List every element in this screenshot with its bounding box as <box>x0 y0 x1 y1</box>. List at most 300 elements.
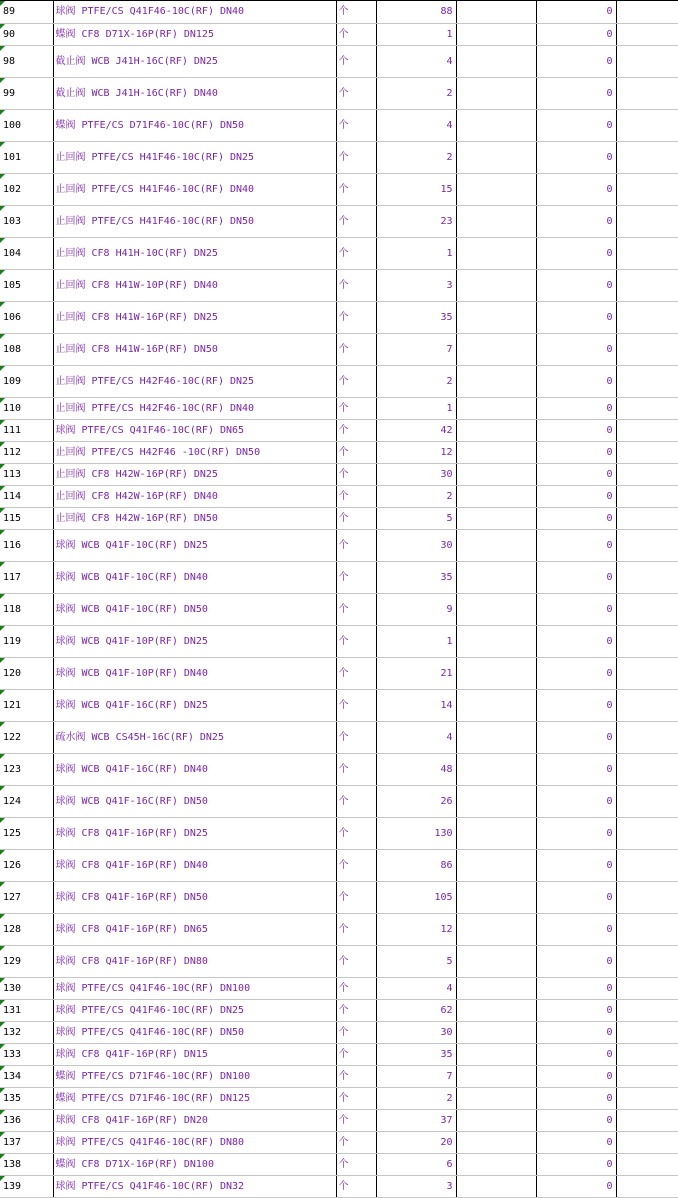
quantity-cell[interactable]: 1 <box>376 398 456 420</box>
quantity-cell[interactable]: 4 <box>376 978 456 1000</box>
row-number-cell[interactable]: 102 <box>0 174 53 206</box>
item-name-cell[interactable]: 球阀 WCB Q41F-10C(RF) DN50 <box>53 594 336 626</box>
item-name-cell[interactable]: 止回阀 CF8 H42W-16P(RF) DN25 <box>53 464 336 486</box>
row-number-cell[interactable]: 114 <box>0 486 53 508</box>
quantity-cell[interactable]: 20 <box>376 1132 456 1154</box>
item-name-cell[interactable]: 止回阀 PTFE/CS H42F46-10C(RF) DN25 <box>53 366 336 398</box>
empty-cell[interactable] <box>616 24 678 46</box>
row-number-cell[interactable]: 118 <box>0 594 53 626</box>
row-number-cell[interactable]: 124 <box>0 786 53 818</box>
row-number-cell[interactable]: 129 <box>0 946 53 978</box>
value-cell[interactable]: 0 <box>536 270 616 302</box>
quantity-cell[interactable]: 4 <box>376 46 456 78</box>
item-name-cell[interactable]: 球阀 CF8 Q41F-16P(RF) DN65 <box>53 914 336 946</box>
value-cell[interactable]: 0 <box>536 366 616 398</box>
row-number-cell[interactable]: 109 <box>0 366 53 398</box>
empty-cell[interactable] <box>456 24 536 46</box>
empty-cell[interactable] <box>616 46 678 78</box>
unit-cell[interactable]: 个 <box>336 1044 376 1066</box>
unit-cell[interactable]: 个 <box>336 420 376 442</box>
row-number-cell[interactable]: 113 <box>0 464 53 486</box>
unit-cell[interactable]: 个 <box>336 562 376 594</box>
value-cell[interactable]: 0 <box>536 142 616 174</box>
unit-cell[interactable]: 个 <box>336 1154 376 1176</box>
unit-cell[interactable]: 个 <box>336 78 376 110</box>
row-number-cell[interactable]: 112 <box>0 442 53 464</box>
item-name-cell[interactable]: 止回阀 PTFE/CS H42F46-10C(RF) DN40 <box>53 398 336 420</box>
empty-cell[interactable] <box>456 398 536 420</box>
quantity-cell[interactable]: 2 <box>376 78 456 110</box>
empty-cell[interactable] <box>456 486 536 508</box>
quantity-cell[interactable]: 35 <box>376 302 456 334</box>
empty-cell[interactable] <box>456 690 536 722</box>
value-cell[interactable]: 0 <box>536 398 616 420</box>
row-number-cell[interactable]: 136 <box>0 1110 53 1132</box>
quantity-cell[interactable]: 62 <box>376 1000 456 1022</box>
quantity-cell[interactable]: 5 <box>376 508 456 530</box>
empty-cell[interactable] <box>616 508 678 530</box>
unit-cell[interactable]: 个 <box>336 722 376 754</box>
quantity-cell[interactable]: 2 <box>376 366 456 398</box>
empty-cell[interactable] <box>616 442 678 464</box>
empty-cell[interactable] <box>456 1154 536 1176</box>
row-number-cell[interactable]: 108 <box>0 334 53 366</box>
value-cell[interactable]: 0 <box>536 334 616 366</box>
empty-cell[interactable] <box>616 1022 678 1044</box>
row-number-cell[interactable]: 99 <box>0 78 53 110</box>
unit-cell[interactable]: 个 <box>336 110 376 142</box>
item-name-cell[interactable]: 止回阀 CF8 H41W-10P(RF) DN40 <box>53 270 336 302</box>
empty-cell[interactable] <box>456 1022 536 1044</box>
empty-cell[interactable] <box>616 142 678 174</box>
empty-cell[interactable] <box>616 110 678 142</box>
value-cell[interactable]: 0 <box>536 508 616 530</box>
item-name-cell[interactable]: 球阀 WCB Q41F-16C(RF) DN50 <box>53 786 336 818</box>
unit-cell[interactable]: 个 <box>336 818 376 850</box>
unit-cell[interactable]: 个 <box>336 690 376 722</box>
empty-cell[interactable] <box>616 818 678 850</box>
empty-cell[interactable] <box>616 786 678 818</box>
value-cell[interactable]: 0 <box>536 1 616 24</box>
quantity-cell[interactable]: 4 <box>376 110 456 142</box>
item-name-cell[interactable]: 球阀 CF8 Q41F-16P(RF) DN40 <box>53 850 336 882</box>
item-name-cell[interactable]: 球阀 CF8 Q41F-16P(RF) DN20 <box>53 1110 336 1132</box>
item-name-cell[interactable]: 球阀 WCB Q41F-10C(RF) DN25 <box>53 530 336 562</box>
value-cell[interactable]: 0 <box>536 530 616 562</box>
quantity-cell[interactable]: 35 <box>376 1044 456 1066</box>
unit-cell[interactable]: 个 <box>336 334 376 366</box>
row-number-cell[interactable]: 134 <box>0 1066 53 1088</box>
item-name-cell[interactable]: 球阀 PTFE/CS Q41F46-10C(RF) DN65 <box>53 420 336 442</box>
value-cell[interactable]: 0 <box>536 1000 616 1022</box>
value-cell[interactable]: 0 <box>536 174 616 206</box>
quantity-cell[interactable]: 6 <box>376 1154 456 1176</box>
item-name-cell[interactable]: 球阀 PTFE/CS Q41F46-10C(RF) DN40 <box>53 1 336 24</box>
empty-cell[interactable] <box>456 238 536 270</box>
unit-cell[interactable]: 个 <box>336 46 376 78</box>
value-cell[interactable]: 0 <box>536 818 616 850</box>
empty-cell[interactable] <box>616 1066 678 1088</box>
quantity-cell[interactable]: 30 <box>376 1022 456 1044</box>
empty-cell[interactable] <box>616 850 678 882</box>
empty-cell[interactable] <box>456 722 536 754</box>
quantity-cell[interactable]: 7 <box>376 1066 456 1088</box>
empty-cell[interactable] <box>456 270 536 302</box>
empty-cell[interactable] <box>616 658 678 690</box>
empty-cell[interactable] <box>456 818 536 850</box>
empty-cell[interactable] <box>456 850 536 882</box>
empty-cell[interactable] <box>456 366 536 398</box>
empty-cell[interactable] <box>616 754 678 786</box>
row-number-cell[interactable]: 90 <box>0 24 53 46</box>
row-number-cell[interactable]: 89 <box>0 1 53 24</box>
empty-cell[interactable] <box>456 882 536 914</box>
item-name-cell[interactable]: 球阀 CF8 Q41F-16P(RF) DN25 <box>53 818 336 850</box>
item-name-cell[interactable]: 球阀 WCB Q41F-16C(RF) DN40 <box>53 754 336 786</box>
empty-cell[interactable] <box>616 1132 678 1154</box>
value-cell[interactable]: 0 <box>536 420 616 442</box>
item-name-cell[interactable]: 蝶阀 CF8 D71X-16P(RF) DN125 <box>53 24 336 46</box>
unit-cell[interactable]: 个 <box>336 174 376 206</box>
item-name-cell[interactable]: 截止阀 WCB J41H-16C(RF) DN40 <box>53 78 336 110</box>
value-cell[interactable]: 0 <box>536 486 616 508</box>
quantity-cell[interactable]: 4 <box>376 722 456 754</box>
value-cell[interactable]: 0 <box>536 1110 616 1132</box>
row-number-cell[interactable]: 111 <box>0 420 53 442</box>
row-number-cell[interactable]: 105 <box>0 270 53 302</box>
unit-cell[interactable]: 个 <box>336 270 376 302</box>
value-cell[interactable]: 0 <box>536 1132 616 1154</box>
item-name-cell[interactable]: 蝶阀 CF8 D71X-16P(RF) DN100 <box>53 1154 336 1176</box>
quantity-cell[interactable]: 86 <box>376 850 456 882</box>
unit-cell[interactable]: 个 <box>336 1110 376 1132</box>
row-number-cell[interactable]: 139 <box>0 1176 53 1198</box>
empty-cell[interactable] <box>616 626 678 658</box>
unit-cell[interactable]: 个 <box>336 1 376 24</box>
empty-cell[interactable] <box>456 508 536 530</box>
row-number-cell[interactable]: 135 <box>0 1088 53 1110</box>
value-cell[interactable]: 0 <box>536 24 616 46</box>
unit-cell[interactable]: 个 <box>336 1000 376 1022</box>
row-number-cell[interactable]: 123 <box>0 754 53 786</box>
quantity-cell[interactable]: 26 <box>376 786 456 818</box>
empty-cell[interactable] <box>616 398 678 420</box>
unit-cell[interactable]: 个 <box>336 398 376 420</box>
unit-cell[interactable]: 个 <box>336 1088 376 1110</box>
value-cell[interactable]: 0 <box>536 1176 616 1198</box>
empty-cell[interactable] <box>616 206 678 238</box>
empty-cell[interactable] <box>616 366 678 398</box>
quantity-cell[interactable]: 48 <box>376 754 456 786</box>
unit-cell[interactable]: 个 <box>336 1022 376 1044</box>
unit-cell[interactable]: 个 <box>336 850 376 882</box>
unit-cell[interactable]: 个 <box>336 594 376 626</box>
item-name-cell[interactable]: 蝶阀 PTFE/CS D71F46-10C(RF) DN125 <box>53 1088 336 1110</box>
empty-cell[interactable] <box>616 562 678 594</box>
quantity-cell[interactable]: 1 <box>376 24 456 46</box>
unit-cell[interactable]: 个 <box>336 206 376 238</box>
item-name-cell[interactable]: 球阀 CF8 Q41F-16P(RF) DN80 <box>53 946 336 978</box>
value-cell[interactable]: 0 <box>536 238 616 270</box>
item-name-cell[interactable]: 球阀 PTFE/CS Q41F46-10C(RF) DN32 <box>53 1176 336 1198</box>
empty-cell[interactable] <box>456 1088 536 1110</box>
empty-cell[interactable] <box>456 786 536 818</box>
unit-cell[interactable]: 个 <box>336 486 376 508</box>
unit-cell[interactable]: 个 <box>336 786 376 818</box>
row-number-cell[interactable]: 106 <box>0 302 53 334</box>
empty-cell[interactable] <box>456 334 536 366</box>
value-cell[interactable]: 0 <box>536 594 616 626</box>
empty-cell[interactable] <box>456 1000 536 1022</box>
quantity-cell[interactable]: 12 <box>376 914 456 946</box>
unit-cell[interactable]: 个 <box>336 442 376 464</box>
unit-cell[interactable]: 个 <box>336 142 376 174</box>
empty-cell[interactable] <box>456 1132 536 1154</box>
unit-cell[interactable]: 个 <box>336 1066 376 1088</box>
empty-cell[interactable] <box>456 626 536 658</box>
item-name-cell[interactable]: 球阀 PTFE/CS Q41F46-10C(RF) DN80 <box>53 1132 336 1154</box>
empty-cell[interactable] <box>456 1066 536 1088</box>
unit-cell[interactable]: 个 <box>336 658 376 690</box>
row-number-cell[interactable]: 137 <box>0 1132 53 1154</box>
quantity-cell[interactable]: 130 <box>376 818 456 850</box>
empty-cell[interactable] <box>616 594 678 626</box>
unit-cell[interactable]: 个 <box>336 882 376 914</box>
empty-cell[interactable] <box>456 420 536 442</box>
empty-cell[interactable] <box>456 1 536 24</box>
empty-cell[interactable] <box>616 238 678 270</box>
value-cell[interactable]: 0 <box>536 786 616 818</box>
empty-cell[interactable] <box>456 1176 536 1198</box>
item-name-cell[interactable]: 球阀 CF8 Q41F-16P(RF) DN50 <box>53 882 336 914</box>
value-cell[interactable]: 0 <box>536 626 616 658</box>
item-name-cell[interactable]: 蝶阀 PTFE/CS D71F46-10C(RF) DN50 <box>53 110 336 142</box>
item-name-cell[interactable]: 止回阀 PTFE/CS H41F46-10C(RF) DN25 <box>53 142 336 174</box>
item-name-cell[interactable]: 球阀 WCB Q41F-16C(RF) DN25 <box>53 690 336 722</box>
quantity-cell[interactable]: 14 <box>376 690 456 722</box>
value-cell[interactable]: 0 <box>536 110 616 142</box>
row-number-cell[interactable]: 121 <box>0 690 53 722</box>
unit-cell[interactable]: 个 <box>336 946 376 978</box>
empty-cell[interactable] <box>456 142 536 174</box>
row-number-cell[interactable]: 120 <box>0 658 53 690</box>
quantity-cell[interactable]: 30 <box>376 464 456 486</box>
item-name-cell[interactable]: 球阀 PTFE/CS Q41F46-10C(RF) DN25 <box>53 1000 336 1022</box>
value-cell[interactable]: 0 <box>536 1022 616 1044</box>
value-cell[interactable]: 0 <box>536 562 616 594</box>
quantity-cell[interactable]: 1 <box>376 238 456 270</box>
row-number-cell[interactable]: 110 <box>0 398 53 420</box>
row-number-cell[interactable]: 126 <box>0 850 53 882</box>
value-cell[interactable]: 0 <box>536 978 616 1000</box>
empty-cell[interactable] <box>616 946 678 978</box>
empty-cell[interactable] <box>456 914 536 946</box>
row-number-cell[interactable]: 138 <box>0 1154 53 1176</box>
empty-cell[interactable] <box>616 486 678 508</box>
empty-cell[interactable] <box>616 1 678 24</box>
value-cell[interactable]: 0 <box>536 1154 616 1176</box>
unit-cell[interactable]: 个 <box>336 464 376 486</box>
unit-cell[interactable]: 个 <box>336 978 376 1000</box>
empty-cell[interactable] <box>616 722 678 754</box>
row-number-cell[interactable]: 131 <box>0 1000 53 1022</box>
empty-cell[interactable] <box>456 110 536 142</box>
item-name-cell[interactable]: 球阀 CF8 Q41F-16P(RF) DN15 <box>53 1044 336 1066</box>
row-number-cell[interactable]: 125 <box>0 818 53 850</box>
unit-cell[interactable]: 个 <box>336 530 376 562</box>
item-name-cell[interactable]: 球阀 WCB Q41F-10P(RF) DN40 <box>53 658 336 690</box>
item-name-cell[interactable]: 止回阀 PTFE/CS H42F46 -10C(RF) DN50 <box>53 442 336 464</box>
value-cell[interactable]: 0 <box>536 850 616 882</box>
empty-cell[interactable] <box>616 690 678 722</box>
quantity-cell[interactable]: 42 <box>376 420 456 442</box>
row-number-cell[interactable]: 128 <box>0 914 53 946</box>
item-name-cell[interactable]: 止回阀 CF8 H42W-16P(RF) DN40 <box>53 486 336 508</box>
empty-cell[interactable] <box>616 1088 678 1110</box>
unit-cell[interactable]: 个 <box>336 754 376 786</box>
row-number-cell[interactable]: 98 <box>0 46 53 78</box>
item-name-cell[interactable]: 球阀 WCB Q41F-10C(RF) DN40 <box>53 562 336 594</box>
value-cell[interactable]: 0 <box>536 46 616 78</box>
item-name-cell[interactable]: 疏水阀 WCB CS45H-16C(RF) DN25 <box>53 722 336 754</box>
row-number-cell[interactable]: 117 <box>0 562 53 594</box>
row-number-cell[interactable]: 133 <box>0 1044 53 1066</box>
quantity-cell[interactable]: 2 <box>376 142 456 174</box>
value-cell[interactable]: 0 <box>536 658 616 690</box>
value-cell[interactable]: 0 <box>536 914 616 946</box>
unit-cell[interactable]: 个 <box>336 1176 376 1198</box>
unit-cell[interactable]: 个 <box>336 302 376 334</box>
item-name-cell[interactable]: 止回阀 PTFE/CS H41F46-10C(RF) DN50 <box>53 206 336 238</box>
quantity-cell[interactable]: 9 <box>376 594 456 626</box>
quantity-cell[interactable]: 5 <box>376 946 456 978</box>
value-cell[interactable]: 0 <box>536 1088 616 1110</box>
empty-cell[interactable] <box>456 174 536 206</box>
empty-cell[interactable] <box>456 978 536 1000</box>
row-number-cell[interactable]: 115 <box>0 508 53 530</box>
empty-cell[interactable] <box>616 1176 678 1198</box>
empty-cell[interactable] <box>456 302 536 334</box>
empty-cell[interactable] <box>456 530 536 562</box>
row-number-cell[interactable]: 127 <box>0 882 53 914</box>
quantity-cell[interactable]: 15 <box>376 174 456 206</box>
item-name-cell[interactable]: 球阀 WCB Q41F-10P(RF) DN25 <box>53 626 336 658</box>
unit-cell[interactable]: 个 <box>336 626 376 658</box>
empty-cell[interactable] <box>616 270 678 302</box>
value-cell[interactable]: 0 <box>536 206 616 238</box>
empty-cell[interactable] <box>616 1110 678 1132</box>
empty-cell[interactable] <box>616 174 678 206</box>
empty-cell[interactable] <box>616 302 678 334</box>
row-number-cell[interactable]: 101 <box>0 142 53 174</box>
unit-cell[interactable]: 个 <box>336 1132 376 1154</box>
empty-cell[interactable] <box>456 1044 536 1066</box>
quantity-cell[interactable]: 3 <box>376 1176 456 1198</box>
empty-cell[interactable] <box>456 464 536 486</box>
empty-cell[interactable] <box>456 442 536 464</box>
empty-cell[interactable] <box>616 1154 678 1176</box>
empty-cell[interactable] <box>616 978 678 1000</box>
empty-cell[interactable] <box>456 946 536 978</box>
unit-cell[interactable]: 个 <box>336 914 376 946</box>
quantity-cell[interactable]: 105 <box>376 882 456 914</box>
item-name-cell[interactable]: 止回阀 CF8 H41W-16P(RF) DN25 <box>53 302 336 334</box>
unit-cell[interactable]: 个 <box>336 24 376 46</box>
value-cell[interactable]: 0 <box>536 754 616 786</box>
empty-cell[interactable] <box>616 420 678 442</box>
empty-cell[interactable] <box>616 334 678 366</box>
row-number-cell[interactable]: 100 <box>0 110 53 142</box>
item-name-cell[interactable]: 蝶阀 PTFE/CS D71F46-10C(RF) DN100 <box>53 1066 336 1088</box>
empty-cell[interactable] <box>456 78 536 110</box>
quantity-cell[interactable]: 30 <box>376 530 456 562</box>
unit-cell[interactable]: 个 <box>336 508 376 530</box>
unit-cell[interactable]: 个 <box>336 366 376 398</box>
empty-cell[interactable] <box>456 562 536 594</box>
item-name-cell[interactable]: 止回阀 CF8 H41H-10C(RF) DN25 <box>53 238 336 270</box>
quantity-cell[interactable]: 7 <box>376 334 456 366</box>
empty-cell[interactable] <box>456 206 536 238</box>
value-cell[interactable]: 0 <box>536 1044 616 1066</box>
value-cell[interactable]: 0 <box>536 690 616 722</box>
row-number-cell[interactable]: 104 <box>0 238 53 270</box>
empty-cell[interactable] <box>616 882 678 914</box>
quantity-cell[interactable]: 37 <box>376 1110 456 1132</box>
value-cell[interactable]: 0 <box>536 1066 616 1088</box>
empty-cell[interactable] <box>616 530 678 562</box>
quantity-cell[interactable]: 3 <box>376 270 456 302</box>
quantity-cell[interactable]: 88 <box>376 1 456 24</box>
quantity-cell[interactable]: 1 <box>376 626 456 658</box>
row-number-cell[interactable]: 130 <box>0 978 53 1000</box>
value-cell[interactable]: 0 <box>536 78 616 110</box>
empty-cell[interactable] <box>456 1110 536 1132</box>
value-cell[interactable]: 0 <box>536 882 616 914</box>
empty-cell[interactable] <box>456 594 536 626</box>
row-number-cell[interactable]: 103 <box>0 206 53 238</box>
quantity-cell[interactable]: 21 <box>376 658 456 690</box>
empty-cell[interactable] <box>616 464 678 486</box>
item-name-cell[interactable]: 截止阀 WCB J41H-16C(RF) DN25 <box>53 46 336 78</box>
value-cell[interactable]: 0 <box>536 442 616 464</box>
empty-cell[interactable] <box>616 1000 678 1022</box>
unit-cell[interactable]: 个 <box>336 238 376 270</box>
row-number-cell[interactable]: 122 <box>0 722 53 754</box>
item-name-cell[interactable]: 球阀 PTFE/CS Q41F46-10C(RF) DN50 <box>53 1022 336 1044</box>
item-name-cell[interactable]: 止回阀 CF8 H42W-16P(RF) DN50 <box>53 508 336 530</box>
item-name-cell[interactable]: 止回阀 PTFE/CS H41F46-10C(RF) DN40 <box>53 174 336 206</box>
quantity-cell[interactable]: 2 <box>376 486 456 508</box>
value-cell[interactable]: 0 <box>536 946 616 978</box>
value-cell[interactable]: 0 <box>536 722 616 754</box>
empty-cell[interactable] <box>456 754 536 786</box>
empty-cell[interactable] <box>616 78 678 110</box>
value-cell[interactable]: 0 <box>536 464 616 486</box>
empty-cell[interactable] <box>456 46 536 78</box>
empty-cell[interactable] <box>616 914 678 946</box>
row-number-cell[interactable]: 116 <box>0 530 53 562</box>
value-cell[interactable]: 0 <box>536 302 616 334</box>
quantity-cell[interactable]: 2 <box>376 1088 456 1110</box>
quantity-cell[interactable]: 23 <box>376 206 456 238</box>
empty-cell[interactable] <box>616 1044 678 1066</box>
item-name-cell[interactable]: 止回阀 CF8 H41W-16P(RF) DN50 <box>53 334 336 366</box>
quantity-cell[interactable]: 12 <box>376 442 456 464</box>
row-number-cell[interactable]: 119 <box>0 626 53 658</box>
row-number-cell[interactable]: 132 <box>0 1022 53 1044</box>
item-name-cell[interactable]: 球阀 PTFE/CS Q41F46-10C(RF) DN100 <box>53 978 336 1000</box>
empty-cell[interactable] <box>456 658 536 690</box>
